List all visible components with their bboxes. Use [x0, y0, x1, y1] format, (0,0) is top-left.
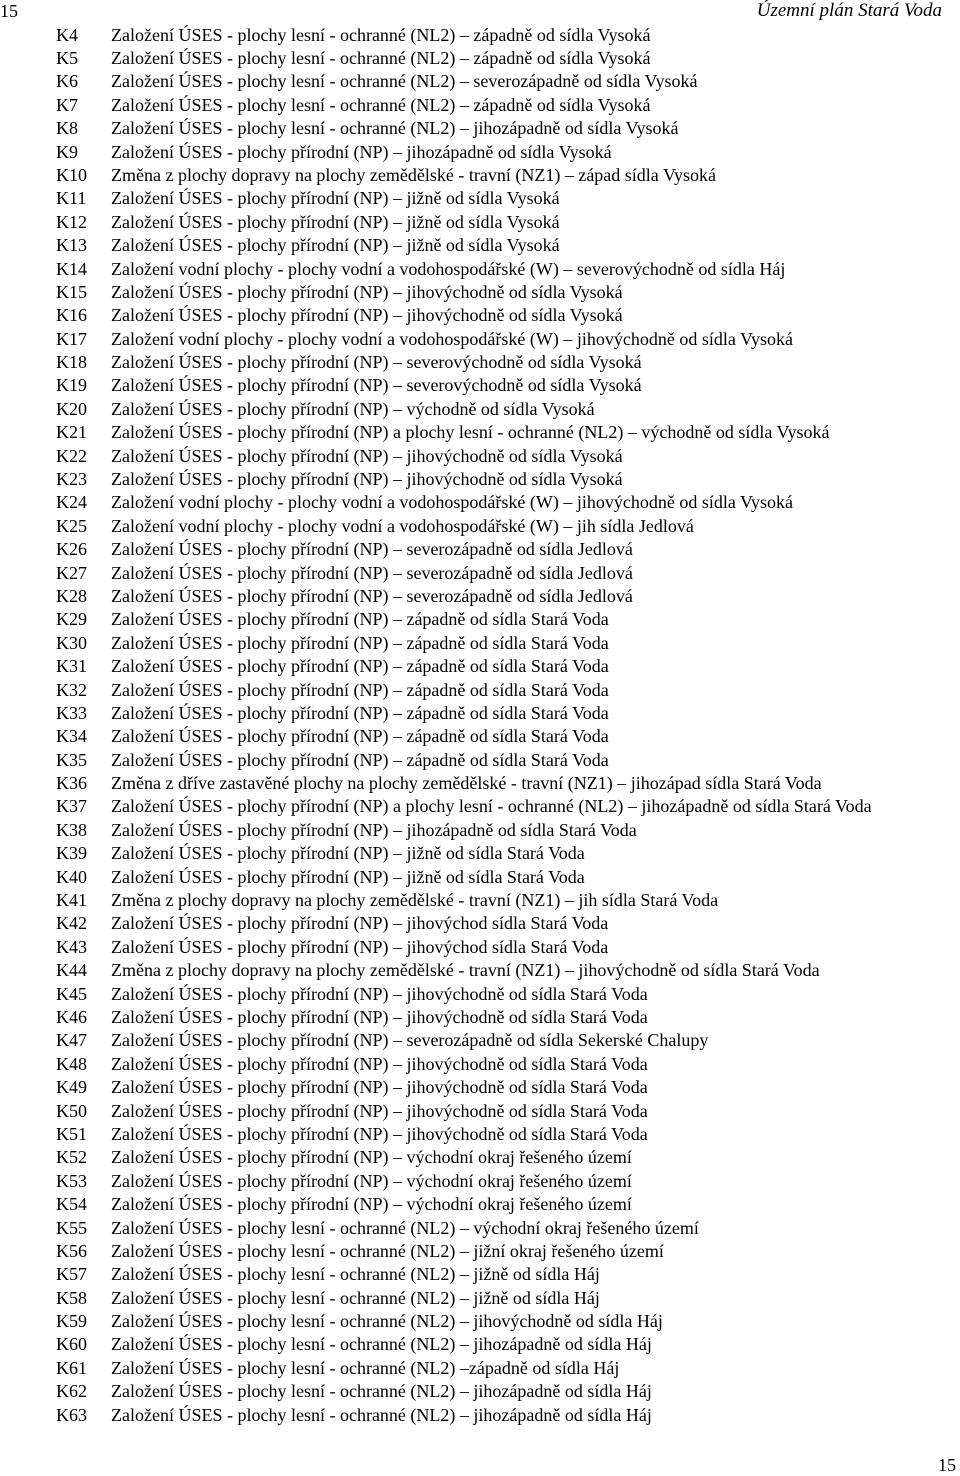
item-description: Založení vodní plochy - plochy vodní a vodohospodářské (W) – jihovýchodně od sídla Vysoká	[111, 328, 794, 349]
item-description: Založení ÚSES - plochy lesní - ochranné (NL2) – východní okraj řešeného území	[111, 1217, 699, 1238]
item-code: K6	[56, 71, 78, 92]
item-code: K7	[56, 94, 78, 115]
item-description: Založení ÚSES - plochy lesní - ochranné (NL2) – západně od sídla Vysoká	[111, 47, 651, 68]
list-item	[0, 936, 960, 959]
list-item	[0, 889, 960, 912]
item-description: Založení ÚSES - plochy přírodní (NP) – severozápadně od sídla Sekerské Chalupy	[111, 1030, 709, 1051]
list-item	[0, 421, 960, 444]
item-description: Založení ÚSES - plochy přírodní (NP) – jižně od sídla Stará Voda	[111, 843, 585, 864]
item-code: K14	[56, 258, 87, 279]
item-description: Založení ÚSES - plochy přírodní (NP) – jihovýchodně od sídla Vysoká	[111, 469, 623, 490]
list-item	[0, 1404, 960, 1427]
item-description: Založení ÚSES - plochy přírodní (NP) – jižně od sídla Vysoká	[111, 235, 560, 256]
list-item	[0, 164, 960, 187]
item-code: K17	[56, 328, 87, 349]
item-description: Změna z plochy dopravy na plochy zemědělské - travní (NZ1) – jih sídla Stará Voda	[111, 890, 719, 911]
list-item	[0, 959, 960, 982]
list-item	[0, 1380, 960, 1403]
list-item	[0, 866, 960, 889]
list-item	[0, 608, 960, 631]
item-description: Založení vodní plochy - plochy vodní a vodohospodářské (W) – jihovýchodně od sídla Vysoká	[111, 492, 794, 513]
item-description: Založení ÚSES - plochy přírodní (NP) – jižně od sídla Stará Voda	[111, 866, 585, 887]
page-number-bottom: 15	[938, 1455, 956, 1475]
item-description: Založení ÚSES - plochy přírodní (NP) – jihovýchodně od sídla Vysoká	[111, 305, 623, 326]
item-code: K60	[56, 1334, 87, 1355]
item-description: Založení ÚSES - plochy přírodní (NP) – východní okraj řešeného území	[111, 1170, 632, 1191]
item-description: Založení vodní plochy - plochy vodní a vodohospodářské (W) – jih sídla Jedlová	[111, 515, 694, 536]
item-code: K10	[56, 164, 87, 185]
item-description: Založení ÚSES - plochy přírodní (NP) – severovýchodně od sídla Vysoká	[111, 352, 642, 373]
item-code: K51	[56, 1123, 87, 1144]
list-item	[0, 47, 960, 70]
item-code: K19	[56, 375, 87, 396]
item-code: K29	[56, 609, 87, 630]
list-item	[0, 234, 960, 257]
item-code: K42	[56, 913, 87, 934]
item-code: K47	[56, 1030, 87, 1051]
list-item	[0, 1287, 960, 1310]
list-item	[0, 258, 960, 281]
item-description: Založení ÚSES - plochy lesní - ochranné (NL2) – jihozápadně od sídla Háj	[111, 1381, 652, 1402]
item-code: K57	[56, 1264, 87, 1285]
item-code: K43	[56, 936, 87, 957]
list-item	[0, 187, 960, 210]
item-description: Založení ÚSES - plochy přírodní (NP) a plochy lesní - ochranné (NL2) – východně od sídla Vysoká	[111, 422, 830, 443]
item-code: K38	[56, 819, 87, 840]
item-description: Založení ÚSES - plochy přírodní (NP) – jihozápadně od sídla Stará Voda	[111, 819, 637, 840]
item-description: Založení ÚSES - plochy lesní - ochranné (NL2) – jižně od sídla Háj	[111, 1287, 600, 1308]
item-description: Založení ÚSES - plochy přírodní (NP) – jihovýchodně od sídla Vysoká	[111, 281, 623, 302]
list-item	[0, 679, 960, 702]
item-code: K63	[56, 1404, 87, 1425]
item-code: K26	[56, 539, 87, 560]
item-description: Změna z dříve zastavěné plochy na plochy zemědělské - travní (NZ1) – jihozápad sídla Stará Voda	[111, 773, 822, 794]
list-item	[0, 117, 960, 140]
list-item	[0, 772, 960, 795]
list-item	[0, 211, 960, 234]
item-code: K39	[56, 843, 87, 864]
list-item	[0, 468, 960, 491]
item-description: Založení ÚSES - plochy přírodní (NP) – západně od sídla Stará Voda	[111, 679, 609, 700]
list-item	[0, 1170, 960, 1193]
list-item	[0, 1029, 960, 1052]
item-description: Založení ÚSES - plochy přírodní (NP) – západně od sídla Stará Voda	[111, 609, 609, 630]
item-code: K30	[56, 632, 87, 653]
item-code: K27	[56, 562, 87, 583]
item-description: Založení ÚSES - plochy přírodní (NP) – jihovýchodně od sídla Stará Voda	[111, 1100, 648, 1121]
item-code: K37	[56, 796, 87, 817]
item-description: Založení ÚSES - plochy přírodní (NP) – jihovýchod sídla Stará Voda	[111, 936, 609, 957]
list-item	[0, 1076, 960, 1099]
item-code: K5	[56, 47, 78, 68]
item-description: Založení ÚSES - plochy lesní - ochranné (NL2) – jihozápadně od sídla Háj	[111, 1404, 652, 1425]
item-description: Založení ÚSES - plochy přírodní (NP) – západně od sídla Stará Voda	[111, 656, 609, 677]
item-code: K13	[56, 235, 87, 256]
item-code: K9	[56, 141, 78, 162]
list-item	[0, 515, 960, 538]
item-description: Založení ÚSES - plochy lesní - ochranné (NL2) – jihozápadně od sídla Háj	[111, 1334, 652, 1355]
list-item	[0, 819, 960, 842]
item-code: K25	[56, 515, 87, 536]
item-code: K41	[56, 890, 87, 911]
item-description: Změna z plochy dopravy na plochy zemědělské - travní (NZ1) – jihovýchodně od sídla Stará Voda	[111, 960, 820, 981]
list-item	[0, 1100, 960, 1123]
item-description: Založení ÚSES - plochy lesní - ochranné (NL2) – západně od sídla Vysoká	[111, 24, 651, 45]
list-item	[0, 374, 960, 397]
list-item	[0, 491, 960, 514]
item-code: K53	[56, 1170, 87, 1191]
list-item	[0, 842, 960, 865]
item-description: Založení ÚSES - plochy přírodní (NP) – severozápadně od sídla Jedlová	[111, 539, 633, 560]
document-title: Územní plán Stará Voda	[756, 0, 942, 21]
list-item	[0, 141, 960, 164]
list-item	[0, 1217, 960, 1240]
item-code: K11	[56, 188, 87, 209]
item-code: K35	[56, 749, 87, 770]
list-item	[0, 304, 960, 327]
list-item	[0, 94, 960, 117]
item-code: K49	[56, 1077, 87, 1098]
item-description: Založení ÚSES - plochy přírodní (NP) – jihozápadně od sídla Vysoká	[111, 141, 612, 162]
item-code: K20	[56, 398, 87, 419]
item-code: K31	[56, 656, 87, 677]
list-item	[0, 632, 960, 655]
list-item	[0, 702, 960, 725]
list-item	[0, 445, 960, 468]
item-code: K58	[56, 1287, 87, 1308]
item-code: K45	[56, 983, 87, 1004]
item-description: Založení ÚSES - plochy přírodní (NP) – jihovýchod sídla Stará Voda	[111, 913, 609, 934]
item-code: K46	[56, 1007, 87, 1027]
list-item	[0, 1146, 960, 1169]
list-item	[0, 562, 960, 585]
list-item	[0, 1053, 960, 1076]
item-description: Založení ÚSES - plochy přírodní (NP) – jižně od sídla Vysoká	[111, 211, 560, 232]
item-code: K34	[56, 726, 87, 747]
list-item	[0, 1310, 960, 1333]
item-code: K44	[56, 960, 87, 981]
item-description: Založení ÚSES - plochy přírodní (NP) – jihovýchodně od sídla Stará Voda	[111, 1007, 648, 1027]
list-item	[0, 749, 960, 772]
item-code: K12	[56, 211, 87, 232]
item-code: K59	[56, 1311, 87, 1332]
page-number-top: 15	[0, 1, 18, 21]
item-description: Založení ÚSES - plochy přírodní (NP) – západně od sídla Stará Voda	[111, 726, 609, 747]
list-item	[0, 281, 960, 304]
item-code: K55	[56, 1217, 87, 1238]
change-list	[0, 24, 960, 1427]
list-item	[0, 1006, 960, 1029]
item-code: K36	[56, 773, 87, 794]
item-description: Založení ÚSES - plochy lesní - ochranné (NL2) – jihozápadně od sídla Vysoká	[111, 118, 679, 139]
list-item	[0, 1240, 960, 1263]
list-item	[0, 1357, 960, 1380]
list-item	[0, 725, 960, 748]
list-item	[0, 655, 960, 678]
item-description: Založení ÚSES - plochy lesní - ochranné (NL2) –západně od sídla Háj	[111, 1357, 620, 1378]
item-description: Založení ÚSES - plochy přírodní (NP) – jihovýchodně od sídla Stará Voda	[111, 1077, 648, 1098]
item-description: Založení ÚSES - plochy přírodní (NP) – jihovýchodně od sídla Stará Voda	[111, 983, 648, 1004]
list-item	[0, 328, 960, 351]
list-item	[0, 795, 960, 818]
item-code: K33	[56, 702, 87, 723]
item-code: K15	[56, 281, 87, 302]
item-description: Založení ÚSES - plochy přírodní (NP) – jižně od sídla Vysoká	[111, 188, 560, 209]
item-code: K32	[56, 679, 87, 700]
item-description: Založení ÚSES - plochy přírodní (NP) – severovýchodně od sídla Vysoká	[111, 375, 642, 396]
item-description: Založení ÚSES - plochy přírodní (NP) – západně od sídla Stará Voda	[111, 702, 609, 723]
item-description: Založení ÚSES - plochy přírodní (NP) – západně od sídla Stará Voda	[111, 749, 609, 770]
item-code: K23	[56, 469, 87, 490]
list-item	[0, 1193, 960, 1216]
item-code: K28	[56, 585, 87, 606]
list-item	[0, 912, 960, 935]
item-description: Změna z plochy dopravy na plochy zemědělské - travní (NZ1) – západ sídla Vysoká	[111, 164, 716, 185]
list-item	[0, 585, 960, 608]
item-description: Založení ÚSES - plochy přírodní (NP) – východní okraj řešeného území	[111, 1147, 632, 1168]
item-description: Založení ÚSES - plochy přírodní (NP) – jihovýchodně od sídla Stará Voda	[111, 1053, 648, 1074]
item-code: K54	[56, 1194, 87, 1215]
list-item	[0, 538, 960, 561]
item-description: Založení ÚSES - plochy lesní - ochranné (NL2) – jihovýchodně od sídla Háj	[111, 1311, 663, 1332]
item-description: Založení ÚSES - plochy přírodní (NP) – západně od sídla Stará Voda	[111, 632, 609, 653]
item-description: Založení ÚSES - plochy přírodní (NP) – severozápadně od sídla Jedlová	[111, 562, 633, 583]
list-item	[0, 398, 960, 421]
item-description: Založení ÚSES - plochy přírodní (NP) – jihovýchodně od sídla Vysoká	[111, 445, 623, 466]
item-description: Založení ÚSES - plochy přírodní (NP) – jihovýchodně od sídla Stará Voda	[111, 1123, 648, 1144]
list-item	[0, 351, 960, 374]
list-item	[0, 24, 960, 47]
item-code: K50	[56, 1100, 87, 1121]
item-description: Založení ÚSES - plochy lesní - ochranné (NL2) – západně od sídla Vysoká	[111, 94, 651, 115]
item-description: Založení ÚSES - plochy přírodní (NP) – východně od sídla Vysoká	[111, 398, 595, 419]
item-description: Založení ÚSES - plochy přírodní (NP) – východní okraj řešeného území	[111, 1194, 632, 1215]
item-code: K8	[56, 118, 78, 139]
item-description: Založení vodní plochy - plochy vodní a vodohospodářské (W) – severovýchodně od sídla Háj	[111, 258, 786, 279]
list-item	[0, 70, 960, 93]
item-description: Založení ÚSES - plochy přírodní (NP) a plochy lesní - ochranné (NL2) – jihozápadně od sídla Stará Voda	[111, 796, 872, 817]
item-code: K21	[56, 422, 87, 443]
item-code: K16	[56, 305, 87, 326]
list-item	[0, 1333, 960, 1356]
list-item	[0, 1263, 960, 1286]
list-item	[0, 1123, 960, 1146]
item-code: K52	[56, 1147, 87, 1168]
item-code: K62	[56, 1381, 87, 1402]
item-code: K18	[56, 352, 87, 373]
item-code: K24	[56, 492, 87, 513]
item-code: K61	[56, 1357, 87, 1378]
item-description: Založení ÚSES - plochy lesní - ochranné (NL2) – jižní okraj řešeného území	[111, 1240, 664, 1261]
item-description: Založení ÚSES - plochy přírodní (NP) – severozápadně od sídla Jedlová	[111, 585, 633, 606]
item-code: K4	[56, 24, 78, 45]
item-code: K22	[56, 445, 87, 466]
item-code: K40	[56, 866, 87, 887]
item-description: Založení ÚSES - plochy lesní - ochranné (NL2) – jižně od sídla Háj	[111, 1264, 600, 1285]
item-description: Založení ÚSES - plochy lesní - ochranné (NL2) – severozápadně od sídla Vysoká	[111, 71, 698, 92]
list-item	[0, 983, 960, 1006]
item-code: K56	[56, 1240, 87, 1261]
item-code: K48	[56, 1053, 87, 1074]
